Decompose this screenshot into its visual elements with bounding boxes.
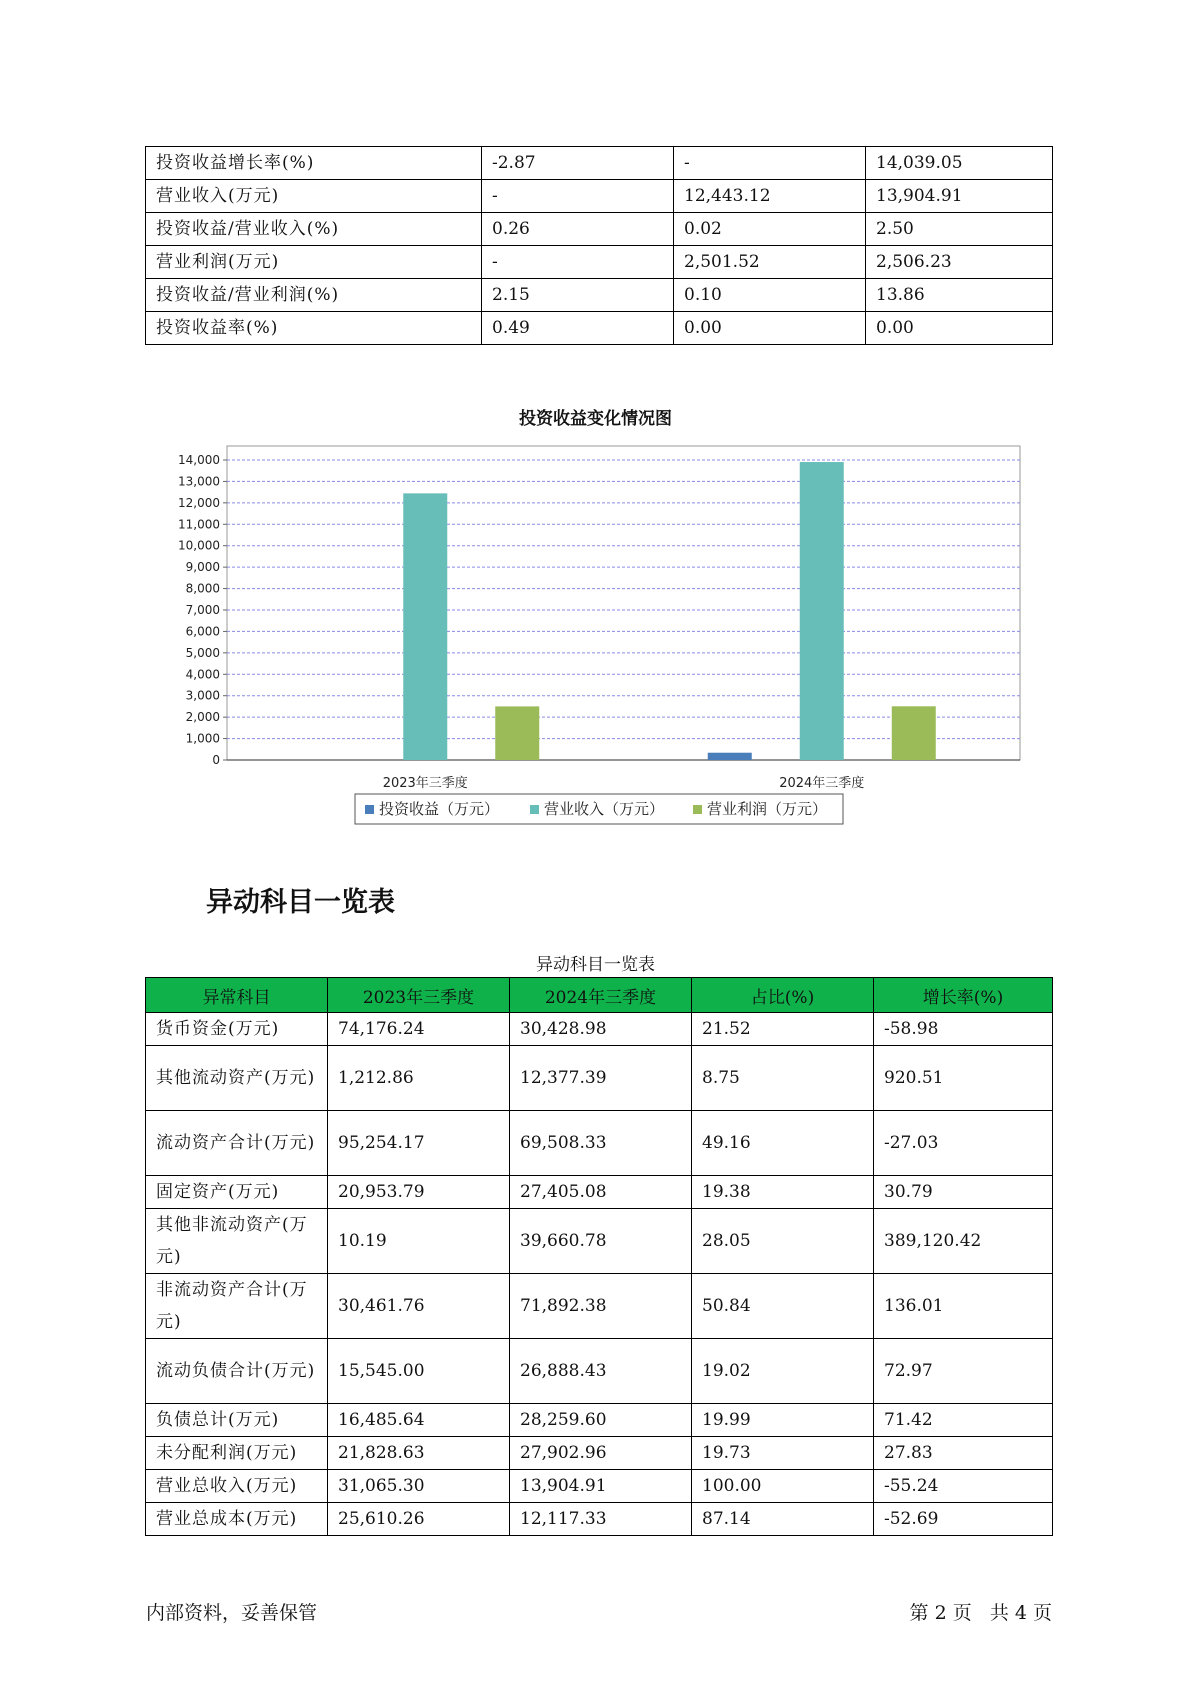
cell: 0.10 [674, 279, 866, 312]
row-label: 固定资产(万元) [146, 1176, 328, 1209]
cell: 12,377.39 [510, 1046, 692, 1111]
cell: 100.00 [692, 1470, 874, 1503]
legend-label: 营业利润（万元） [707, 800, 828, 818]
table-row [146, 147, 1053, 180]
y-tick-label: 9,000 [185, 560, 220, 575]
cell: 0.26 [482, 213, 674, 246]
cell: 13.86 [866, 279, 1053, 312]
cell: 8.75 [692, 1046, 874, 1111]
section-heading: 异动科目一览表 [206, 887, 395, 918]
cell: 69,508.33 [510, 1111, 692, 1176]
cell: 31,065.30 [328, 1470, 510, 1503]
bar [495, 706, 539, 760]
row-label: 流动负债合计(万元) [146, 1339, 328, 1404]
table-row [146, 246, 1053, 279]
column-header: 增长率(%) [874, 978, 1053, 1013]
row-label: 未分配利润(万元) [146, 1437, 328, 1470]
y-tick-label: 5,000 [185, 645, 220, 660]
y-tick-label: 1,000 [185, 731, 220, 746]
investment-income-table [145, 146, 1053, 345]
cell: 19.38 [692, 1176, 874, 1209]
cell: 13,904.91 [510, 1470, 692, 1503]
table-caption: 异动科目一览表 [536, 955, 655, 975]
cell: 0.00 [674, 312, 866, 345]
row-label: 营业利润(万元) [146, 246, 482, 279]
cell: 72.97 [874, 1339, 1053, 1404]
legend-swatch [365, 805, 374, 814]
column-header: 占比(%) [692, 978, 874, 1013]
cell: -58.98 [874, 1013, 1053, 1046]
footer-page-number: 第 2 页 共 4 页 [909, 1602, 1052, 1624]
cell: 25,610.26 [328, 1503, 510, 1536]
cell: 1,212.86 [328, 1046, 510, 1111]
y-tick-label: 11,000 [178, 517, 220, 532]
abnormal-items-table [145, 977, 1053, 1536]
y-tick-label: 12,000 [178, 495, 220, 510]
cell: 13,904.91 [866, 180, 1053, 213]
cell: 19.99 [692, 1404, 874, 1437]
y-tick-label: 2,000 [185, 710, 220, 725]
cell: 15,545.00 [328, 1339, 510, 1404]
y-tick-label: 4,000 [185, 667, 220, 682]
cell: 2,501.52 [674, 246, 866, 279]
cell: 19.02 [692, 1339, 874, 1404]
cell: 0.49 [482, 312, 674, 345]
cell: 49.16 [692, 1111, 874, 1176]
cell: 74,176.24 [328, 1013, 510, 1046]
cell: 87.14 [692, 1503, 874, 1536]
row-label: 投资收益率(%) [146, 312, 482, 345]
row-label: 投资收益/营业收入(%) [146, 213, 482, 246]
bar [800, 462, 844, 760]
table-row [146, 1339, 1053, 1404]
legend-swatch [693, 805, 702, 814]
cell: 920.51 [874, 1046, 1053, 1111]
table-row [146, 213, 1053, 246]
cell: 389,120.42 [874, 1209, 1053, 1274]
bar [708, 753, 752, 760]
legend-swatch [530, 805, 539, 814]
legend-label: 营业收入（万元） [544, 800, 665, 818]
cell: 30,428.98 [510, 1013, 692, 1046]
cell: 20,953.79 [328, 1176, 510, 1209]
table-row [146, 1046, 1053, 1111]
cell: -27.03 [874, 1111, 1053, 1176]
cell: 28,259.60 [510, 1404, 692, 1437]
cell: 21,828.63 [328, 1437, 510, 1470]
row-label: 货币资金(万元) [146, 1013, 328, 1046]
table-row [146, 1209, 1053, 1274]
row-label: 负债总计(万元) [146, 1404, 328, 1437]
table-row [146, 1111, 1053, 1176]
table-row [146, 312, 1053, 345]
cell: 28.05 [692, 1209, 874, 1274]
y-tick-label: 8,000 [185, 581, 220, 596]
column-header: 2024年三季度 [510, 978, 692, 1013]
x-tick-label: 2024年三季度 [779, 776, 865, 791]
cell: 26,888.43 [510, 1339, 692, 1404]
cell: 2.15 [482, 279, 674, 312]
cell: 2,506.23 [866, 246, 1053, 279]
legend-label: 投资收益（万元） [379, 800, 500, 818]
table-header-row [146, 978, 1053, 1013]
cell: -55.24 [874, 1470, 1053, 1503]
bar-chart [150, 430, 1030, 840]
y-tick-label: 14,000 [178, 453, 220, 467]
footer-confidential-note: 内部资料，妥善保管 [146, 1602, 318, 1624]
bar [892, 706, 936, 760]
cell: 27,405.08 [510, 1176, 692, 1209]
cell: 95,254.17 [328, 1111, 510, 1176]
cell: 12,443.12 [674, 180, 866, 213]
cell: 136.01 [874, 1274, 1053, 1339]
cell: 30.79 [874, 1176, 1053, 1209]
y-tick-label: 10,000 [178, 538, 220, 553]
table-row [146, 1176, 1053, 1209]
cell: 21.52 [692, 1013, 874, 1046]
cell: 27.83 [874, 1437, 1053, 1470]
cell: 71.42 [874, 1404, 1053, 1437]
row-label: 投资收益增长率(%) [146, 147, 482, 180]
chart-title: 投资收益变化情况图 [519, 409, 672, 429]
column-header: 2023年三季度 [328, 978, 510, 1013]
cell: 39,660.78 [510, 1209, 692, 1274]
cell: -52.69 [874, 1503, 1053, 1536]
y-tick-label: 6,000 [185, 624, 220, 639]
row-label: 非流动资产合计(万元) [146, 1274, 328, 1339]
cell: 12,117.33 [510, 1503, 692, 1536]
y-tick-label: 13,000 [178, 474, 220, 489]
y-tick-label: 7,000 [185, 603, 220, 617]
table-row [146, 1470, 1053, 1503]
row-label: 营业收入(万元) [146, 180, 482, 213]
cell: - [674, 147, 866, 180]
table-row [146, 279, 1053, 312]
row-label: 其他流动资产(万元) [146, 1046, 328, 1111]
table-row [146, 1404, 1053, 1437]
row-label: 流动资产合计(万元) [146, 1111, 328, 1176]
table-row [146, 180, 1053, 213]
table-row [146, 1503, 1053, 1536]
table-row [146, 1437, 1053, 1470]
column-header: 异常科目 [146, 978, 328, 1013]
cell: - [482, 246, 674, 279]
row-label: 营业总收入(万元) [146, 1470, 328, 1503]
bar [403, 493, 447, 760]
row-label: 投资收益/营业利润(%) [146, 279, 482, 312]
cell: 16,485.64 [328, 1404, 510, 1437]
cell: 0.02 [674, 213, 866, 246]
row-label: 其他非流动资产(万元) [146, 1209, 328, 1274]
cell: 71,892.38 [510, 1274, 692, 1339]
cell: 27,902.96 [510, 1437, 692, 1470]
table-row [146, 1274, 1053, 1339]
cell: 50.84 [692, 1274, 874, 1339]
cell: 30,461.76 [328, 1274, 510, 1339]
table-row [146, 1013, 1053, 1046]
cell: 14,039.05 [866, 147, 1053, 180]
cell: 2.50 [866, 213, 1053, 246]
x-tick-label: 2023年三季度 [382, 776, 468, 791]
cell: 19.73 [692, 1437, 874, 1470]
cell: - [482, 180, 674, 213]
row-label: 营业总成本(万元) [146, 1503, 328, 1536]
cell: 0.00 [866, 312, 1053, 345]
cell: 10.19 [328, 1209, 510, 1274]
y-tick-label: 3,000 [185, 688, 220, 703]
y-tick-label: 0 [212, 753, 220, 767]
cell: -2.87 [482, 147, 674, 180]
